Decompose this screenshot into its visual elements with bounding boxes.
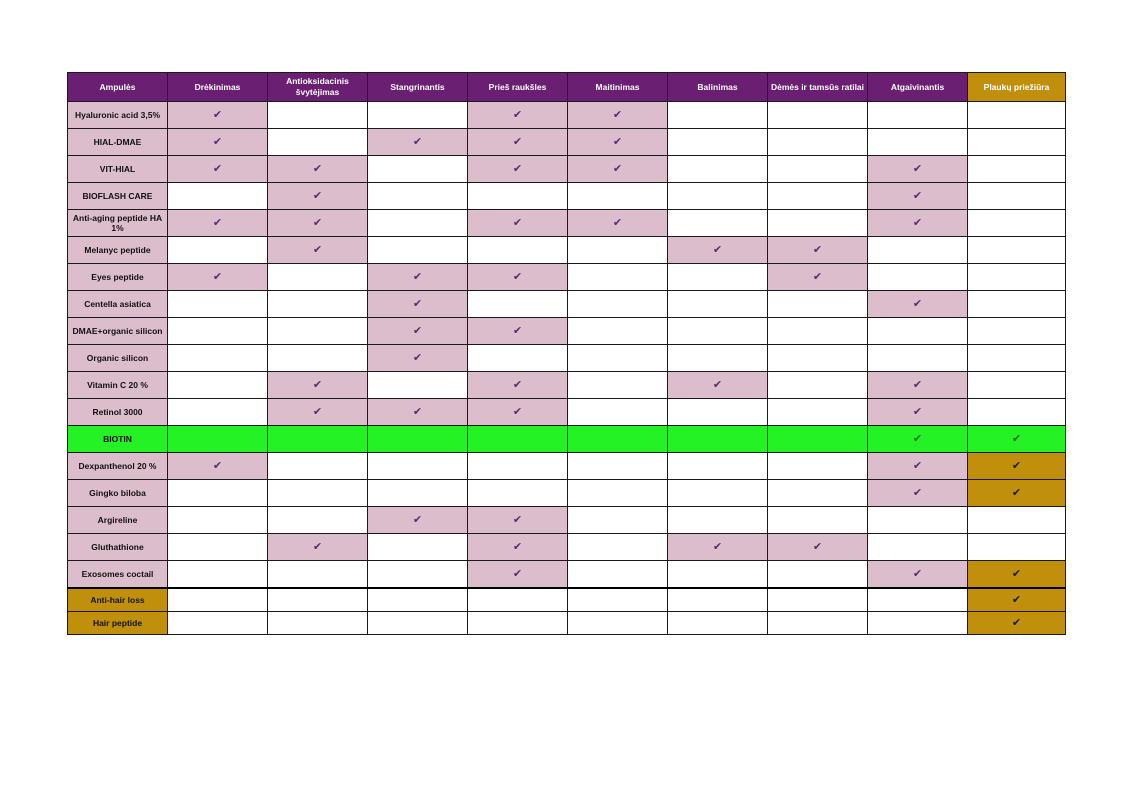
table-row [68, 264, 1066, 291]
table-row [68, 399, 1066, 426]
check-icon: ✔ [812, 271, 823, 283]
row-name: Retinol 3000 [68, 399, 168, 426]
table-row [68, 507, 1066, 534]
cell-plauku-prieziura [968, 399, 1066, 426]
cell-stangrinantis [368, 588, 468, 612]
row-name: BIOTIN [68, 426, 168, 453]
cell-drekinimas [168, 318, 268, 345]
row-name: HIAL-DMAE [68, 129, 168, 156]
column-header-balinimas: Balinimas [668, 73, 768, 102]
table-row [68, 561, 1066, 589]
check-icon: ✔ [512, 568, 523, 580]
cell-stangrinantis [368, 534, 468, 561]
cell-pries-rauksles [468, 237, 568, 264]
cell-drekinimas [168, 291, 268, 318]
cell-maitinimas [568, 426, 668, 453]
table-body [68, 102, 1066, 635]
row-name: BIOFLASH CARE [68, 183, 168, 210]
cell-antioksidacinis-svytejimas [268, 183, 368, 210]
check-icon: ✔ [912, 406, 923, 418]
cell-antioksidacinis-svytejimas [268, 399, 368, 426]
cell-balinimas [668, 480, 768, 507]
row-name: Organic silicon [68, 345, 168, 372]
row-name: Melanyc peptide [68, 237, 168, 264]
cell-maitinimas [568, 534, 668, 561]
cell-pries-rauksles [468, 102, 568, 129]
check-icon: ✔ [1011, 487, 1022, 499]
check-icon: ✔ [412, 325, 423, 337]
table-row [68, 102, 1066, 129]
table-row [68, 480, 1066, 507]
check-icon: ✔ [412, 514, 423, 526]
row-name: Anti-hair loss [68, 588, 168, 612]
cell-stangrinantis [368, 264, 468, 291]
check-icon: ✔ [512, 109, 523, 121]
cell-plauku-prieziura [968, 480, 1066, 507]
cell-balinimas [668, 372, 768, 399]
cell-demes-ir-tamsus-ratilai [768, 210, 868, 237]
cell-pries-rauksles [468, 534, 568, 561]
cell-maitinimas [568, 264, 668, 291]
check-icon: ✔ [612, 109, 623, 121]
cell-maitinimas [568, 453, 668, 480]
cell-stangrinantis [368, 612, 468, 635]
comparison-table-wrapper [67, 72, 1066, 635]
row-name: Gluthathione [68, 534, 168, 561]
check-icon: ✔ [312, 379, 323, 391]
cell-maitinimas [568, 372, 668, 399]
cell-plauku-prieziura [968, 264, 1066, 291]
cell-pries-rauksles [468, 612, 568, 635]
cell-balinimas [668, 237, 768, 264]
cell-stangrinantis [368, 183, 468, 210]
cell-demes-ir-tamsus-ratilai [768, 426, 868, 453]
row-name: Anti-aging peptide HA 1% [68, 210, 168, 237]
cell-plauku-prieziura [968, 507, 1066, 534]
cell-antioksidacinis-svytejimas [268, 480, 368, 507]
cell-drekinimas [168, 345, 268, 372]
cell-atgaivinantis [868, 612, 968, 635]
table-row [68, 129, 1066, 156]
column-header-antioksidacinis-svytejimas: Antioksidacinis švytėjimas [268, 73, 368, 102]
check-icon: ✔ [912, 190, 923, 202]
cell-antioksidacinis-svytejimas [268, 453, 368, 480]
cell-demes-ir-tamsus-ratilai [768, 534, 868, 561]
cell-atgaivinantis [868, 237, 968, 264]
cell-pries-rauksles [468, 156, 568, 183]
cell-demes-ir-tamsus-ratilai [768, 612, 868, 635]
check-icon: ✔ [912, 433, 923, 445]
cell-pries-rauksles [468, 129, 568, 156]
check-icon: ✔ [312, 163, 323, 175]
cell-plauku-prieziura [968, 183, 1066, 210]
cell-atgaivinantis [868, 102, 968, 129]
cell-antioksidacinis-svytejimas [268, 534, 368, 561]
cell-stangrinantis [368, 210, 468, 237]
cell-atgaivinantis [868, 183, 968, 210]
row-name: Vitamin C 20 % [68, 372, 168, 399]
cell-pries-rauksles [468, 399, 568, 426]
cell-plauku-prieziura [968, 102, 1066, 129]
cell-maitinimas [568, 129, 668, 156]
cell-demes-ir-tamsus-ratilai [768, 291, 868, 318]
cell-atgaivinantis [868, 480, 968, 507]
cell-antioksidacinis-svytejimas [268, 561, 368, 589]
cell-drekinimas [168, 534, 268, 561]
cell-pries-rauksles [468, 318, 568, 345]
cell-atgaivinantis [868, 399, 968, 426]
cell-atgaivinantis [868, 129, 968, 156]
cell-maitinimas [568, 507, 668, 534]
cell-drekinimas [168, 129, 268, 156]
row-name: Eyes peptide [68, 264, 168, 291]
cell-maitinimas [568, 612, 668, 635]
cell-drekinimas [168, 237, 268, 264]
cell-plauku-prieziura [968, 561, 1066, 589]
table-row [68, 612, 1066, 635]
cell-balinimas [668, 318, 768, 345]
cell-plauku-prieziura [968, 612, 1066, 635]
cell-atgaivinantis [868, 318, 968, 345]
check-icon: ✔ [912, 460, 923, 472]
cell-drekinimas [168, 210, 268, 237]
column-header-stangrinantis: Stangrinantis [368, 73, 468, 102]
cell-drekinimas [168, 102, 268, 129]
check-icon: ✔ [512, 406, 523, 418]
column-header-ampules: Ampulės [68, 73, 168, 102]
table-row [68, 453, 1066, 480]
cell-drekinimas [168, 156, 268, 183]
cell-pries-rauksles [468, 426, 568, 453]
check-icon: ✔ [512, 271, 523, 283]
cell-balinimas [668, 345, 768, 372]
cell-stangrinantis [368, 156, 468, 183]
cell-demes-ir-tamsus-ratilai [768, 561, 868, 589]
cell-plauku-prieziura [968, 210, 1066, 237]
cell-drekinimas [168, 612, 268, 635]
cell-pries-rauksles [468, 210, 568, 237]
cell-pries-rauksles [468, 291, 568, 318]
check-icon: ✔ [512, 325, 523, 337]
cell-maitinimas [568, 237, 668, 264]
cell-pries-rauksles [468, 372, 568, 399]
cell-balinimas [668, 612, 768, 635]
column-header-atgaivinantis: Atgaivinantis [868, 73, 968, 102]
cell-plauku-prieziura [968, 426, 1066, 453]
cell-stangrinantis [368, 345, 468, 372]
cell-antioksidacinis-svytejimas [268, 426, 368, 453]
check-icon: ✔ [712, 379, 723, 391]
row-name: Gingko biloba [68, 480, 168, 507]
check-icon: ✔ [612, 136, 623, 148]
row-name: VIT-HIAL [68, 156, 168, 183]
check-icon: ✔ [312, 406, 323, 418]
cell-balinimas [668, 264, 768, 291]
check-icon: ✔ [1011, 433, 1022, 445]
cell-maitinimas [568, 588, 668, 612]
cell-atgaivinantis [868, 345, 968, 372]
check-icon: ✔ [912, 379, 923, 391]
cell-maitinimas [568, 183, 668, 210]
table-row [68, 534, 1066, 561]
cell-demes-ir-tamsus-ratilai [768, 453, 868, 480]
cell-plauku-prieziura [968, 372, 1066, 399]
table-row [68, 291, 1066, 318]
cell-drekinimas [168, 264, 268, 291]
check-icon: ✔ [512, 163, 523, 175]
cell-antioksidacinis-svytejimas [268, 588, 368, 612]
cell-balinimas [668, 426, 768, 453]
check-icon: ✔ [912, 568, 923, 580]
cell-pries-rauksles [468, 480, 568, 507]
check-icon: ✔ [312, 190, 323, 202]
cell-stangrinantis [368, 480, 468, 507]
cell-demes-ir-tamsus-ratilai [768, 183, 868, 210]
check-icon: ✔ [712, 244, 723, 256]
check-icon: ✔ [212, 271, 223, 283]
check-icon: ✔ [1011, 617, 1022, 629]
check-icon: ✔ [612, 217, 623, 229]
cell-balinimas [668, 507, 768, 534]
cell-antioksidacinis-svytejimas [268, 210, 368, 237]
cell-stangrinantis [368, 237, 468, 264]
check-icon: ✔ [412, 298, 423, 310]
cell-maitinimas [568, 480, 668, 507]
cell-antioksidacinis-svytejimas [268, 345, 368, 372]
check-icon: ✔ [912, 217, 923, 229]
cell-plauku-prieziura [968, 345, 1066, 372]
table-row [68, 156, 1066, 183]
cell-atgaivinantis [868, 156, 968, 183]
cell-atgaivinantis [868, 264, 968, 291]
cell-pries-rauksles [468, 264, 568, 291]
cell-stangrinantis [368, 426, 468, 453]
check-icon: ✔ [912, 487, 923, 499]
cell-drekinimas [168, 480, 268, 507]
cell-stangrinantis [368, 399, 468, 426]
row-name: Dexpanthenol 20 % [68, 453, 168, 480]
table-row [68, 318, 1066, 345]
cell-atgaivinantis [868, 534, 968, 561]
cell-demes-ir-tamsus-ratilai [768, 588, 868, 612]
check-icon: ✔ [312, 244, 323, 256]
check-icon: ✔ [212, 109, 223, 121]
cell-atgaivinantis [868, 453, 968, 480]
cell-pries-rauksles [468, 453, 568, 480]
row-name: Exosomes coctail [68, 561, 168, 589]
header-row [68, 73, 1066, 102]
cell-atgaivinantis [868, 291, 968, 318]
check-icon: ✔ [412, 271, 423, 283]
cell-balinimas [668, 102, 768, 129]
cell-stangrinantis [368, 129, 468, 156]
cell-antioksidacinis-svytejimas [268, 612, 368, 635]
check-icon: ✔ [1011, 568, 1022, 580]
column-header-maitinimas: Maitinimas [568, 73, 668, 102]
cell-drekinimas [168, 453, 268, 480]
cell-demes-ir-tamsus-ratilai [768, 507, 868, 534]
table-row [68, 426, 1066, 453]
row-name: DMAE+organic silicon [68, 318, 168, 345]
check-icon: ✔ [812, 244, 823, 256]
cell-balinimas [668, 588, 768, 612]
cell-plauku-prieziura [968, 318, 1066, 345]
cell-maitinimas [568, 318, 668, 345]
cell-stangrinantis [368, 561, 468, 589]
cell-plauku-prieziura [968, 156, 1066, 183]
cell-pries-rauksles [468, 183, 568, 210]
cell-demes-ir-tamsus-ratilai [768, 102, 868, 129]
cell-demes-ir-tamsus-ratilai [768, 129, 868, 156]
cell-drekinimas [168, 561, 268, 589]
check-icon: ✔ [912, 298, 923, 310]
cell-stangrinantis [368, 453, 468, 480]
table-row [68, 345, 1066, 372]
cell-balinimas [668, 453, 768, 480]
cell-balinimas [668, 399, 768, 426]
check-icon: ✔ [212, 460, 223, 472]
cell-balinimas [668, 291, 768, 318]
cell-antioksidacinis-svytejimas [268, 372, 368, 399]
cell-balinimas [668, 210, 768, 237]
cell-stangrinantis [368, 507, 468, 534]
check-icon: ✔ [912, 163, 923, 175]
check-icon: ✔ [1011, 594, 1022, 606]
cell-drekinimas [168, 372, 268, 399]
cell-antioksidacinis-svytejimas [268, 291, 368, 318]
cell-demes-ir-tamsus-ratilai [768, 480, 868, 507]
cell-demes-ir-tamsus-ratilai [768, 372, 868, 399]
check-icon: ✔ [512, 541, 523, 553]
cell-balinimas [668, 156, 768, 183]
cell-atgaivinantis [868, 507, 968, 534]
cell-atgaivinantis [868, 210, 968, 237]
row-name: Argireline [68, 507, 168, 534]
cell-plauku-prieziura [968, 129, 1066, 156]
cell-antioksidacinis-svytejimas [268, 507, 368, 534]
cell-pries-rauksles [468, 561, 568, 589]
cell-balinimas [668, 534, 768, 561]
cell-plauku-prieziura [968, 291, 1066, 318]
cell-stangrinantis [368, 102, 468, 129]
cell-stangrinantis [368, 318, 468, 345]
cell-stangrinantis [368, 291, 468, 318]
check-icon: ✔ [812, 541, 823, 553]
check-icon: ✔ [412, 352, 423, 364]
cell-plauku-prieziura [968, 534, 1066, 561]
table-row [68, 210, 1066, 237]
cell-antioksidacinis-svytejimas [268, 264, 368, 291]
cell-antioksidacinis-svytejimas [268, 318, 368, 345]
check-icon: ✔ [712, 541, 723, 553]
cell-drekinimas [168, 426, 268, 453]
cell-demes-ir-tamsus-ratilai [768, 156, 868, 183]
check-icon: ✔ [312, 541, 323, 553]
cell-atgaivinantis [868, 426, 968, 453]
check-icon: ✔ [512, 136, 523, 148]
cell-demes-ir-tamsus-ratilai [768, 399, 868, 426]
cell-pries-rauksles [468, 507, 568, 534]
cell-pries-rauksles [468, 345, 568, 372]
cell-maitinimas [568, 156, 668, 183]
check-icon: ✔ [212, 217, 223, 229]
check-icon: ✔ [412, 406, 423, 418]
cell-atgaivinantis [868, 561, 968, 589]
cell-demes-ir-tamsus-ratilai [768, 345, 868, 372]
cell-maitinimas [568, 102, 668, 129]
cell-antioksidacinis-svytejimas [268, 237, 368, 264]
check-icon: ✔ [212, 163, 223, 175]
table-row [68, 183, 1066, 210]
cell-antioksidacinis-svytejimas [268, 129, 368, 156]
cell-maitinimas [568, 210, 668, 237]
cell-antioksidacinis-svytejimas [268, 156, 368, 183]
cell-demes-ir-tamsus-ratilai [768, 318, 868, 345]
ampoule-comparison-table [67, 72, 1066, 635]
check-icon: ✔ [312, 217, 323, 229]
check-icon: ✔ [512, 379, 523, 391]
column-header-drekinimas: Drėkinimas [168, 73, 268, 102]
cell-drekinimas [168, 507, 268, 534]
column-header-pries-rauksles: Prieš raukšles [468, 73, 568, 102]
cell-balinimas [668, 183, 768, 210]
table-row [68, 588, 1066, 612]
check-icon: ✔ [212, 136, 223, 148]
row-name: Hair peptide [68, 612, 168, 635]
table-row [68, 237, 1066, 264]
check-icon: ✔ [612, 163, 623, 175]
column-header-demes-ir-tamsus-ratilai: Dėmės ir tamsūs ratilai [768, 73, 868, 102]
cell-maitinimas [568, 399, 668, 426]
cell-atgaivinantis [868, 372, 968, 399]
cell-maitinimas [568, 291, 668, 318]
cell-demes-ir-tamsus-ratilai [768, 237, 868, 264]
cell-balinimas [668, 129, 768, 156]
cell-pries-rauksles [468, 588, 568, 612]
check-icon: ✔ [512, 217, 523, 229]
cell-plauku-prieziura [968, 453, 1066, 480]
cell-plauku-prieziura [968, 237, 1066, 264]
cell-antioksidacinis-svytejimas [268, 102, 368, 129]
cell-maitinimas [568, 345, 668, 372]
cell-maitinimas [568, 561, 668, 589]
cell-demes-ir-tamsus-ratilai [768, 264, 868, 291]
cell-drekinimas [168, 183, 268, 210]
cell-plauku-prieziura [968, 588, 1066, 612]
column-header-plauku-prieziura: Plaukų priežiūra [968, 73, 1066, 102]
row-name: Centella asiatica [68, 291, 168, 318]
table-row [68, 372, 1066, 399]
check-icon: ✔ [1011, 460, 1022, 472]
cell-balinimas [668, 561, 768, 589]
cell-atgaivinantis [868, 588, 968, 612]
cell-stangrinantis [368, 372, 468, 399]
cell-drekinimas [168, 588, 268, 612]
cell-drekinimas [168, 399, 268, 426]
row-name: Hyaluronic acid 3,5% [68, 102, 168, 129]
check-icon: ✔ [512, 514, 523, 526]
check-icon: ✔ [412, 136, 423, 148]
